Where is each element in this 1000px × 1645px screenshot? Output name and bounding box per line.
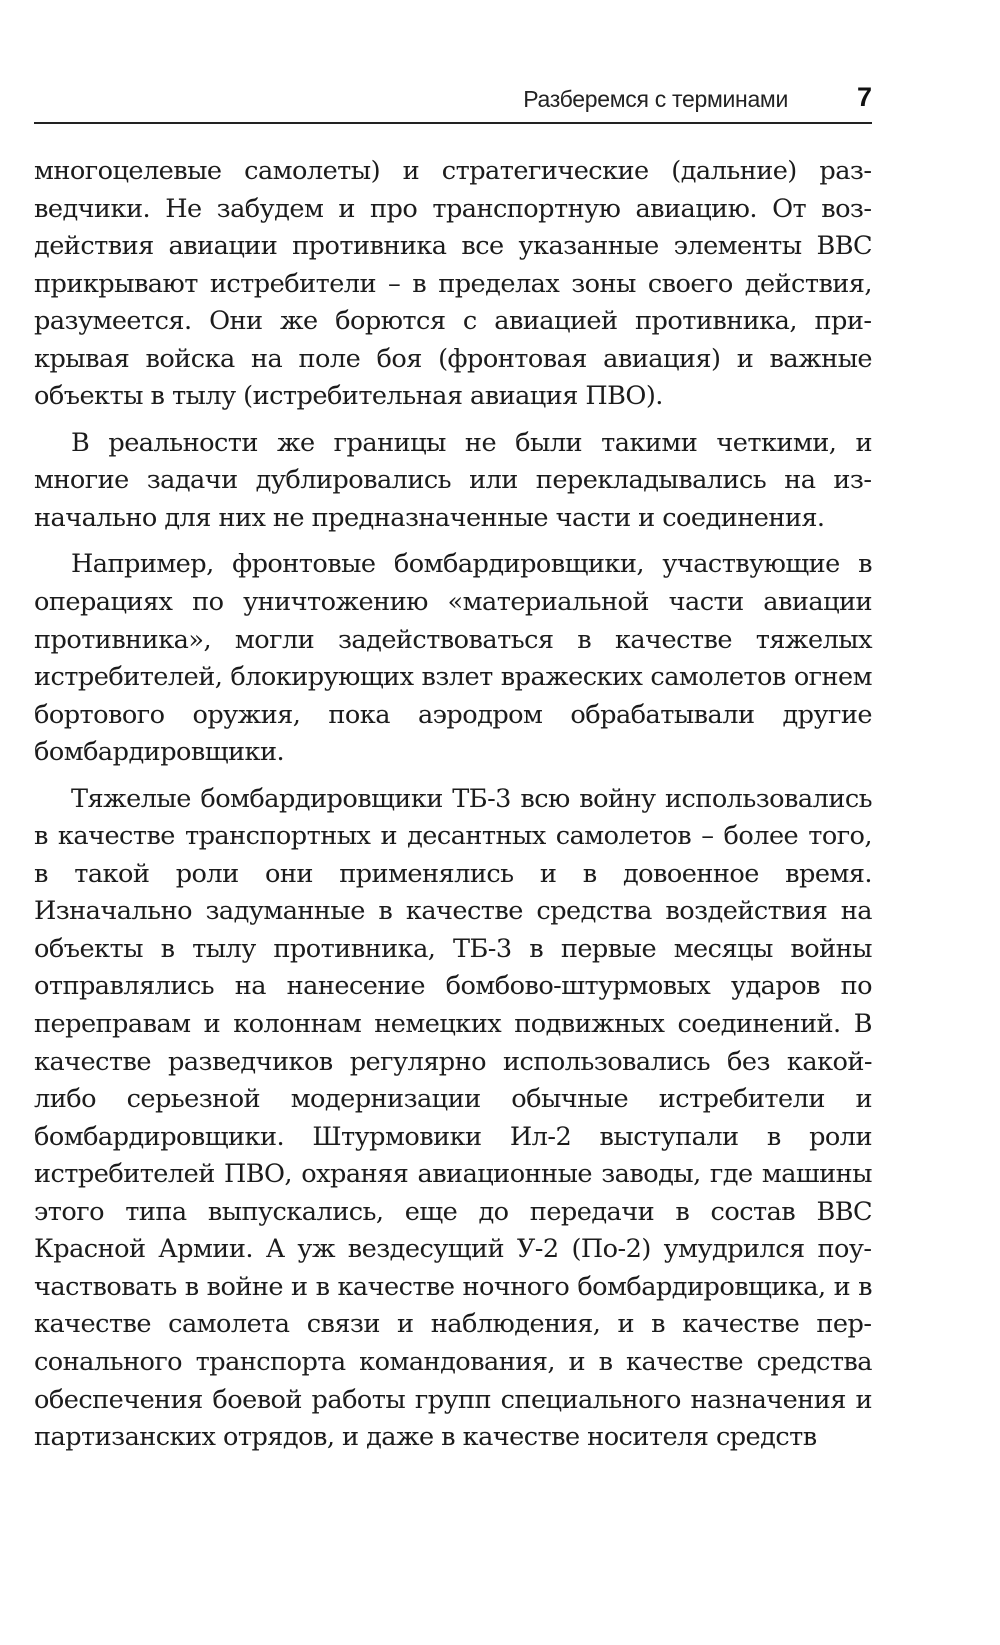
paragraph: Тяжелые бомбардировщики ТБ-3 всю войну использовались в качестве транспортных и десантных самолетов – более того, в такой роли они применялись и в довоенное время. Изначально задуманные в качестве средства воздействия на объекты в тылу противника, ТБ-3 в первые месяцы войны отправлялись на нанесение бомбово-штурмовых ударов по переправам и колоннам немецких подвижных соединений. В качестве разведчиков регулярно использовались без какой-либо серьезной модернизации обычные истребители и бомбардировщики. Штурмовики Ил-2 выступали в роли истребителей ПВО, охраняя авиационные заводы, где машины этого типа выпускались, еще до передачи в состав ВВС Красной Армии. А уж вездесущий У-2 (По-2) умудрился поучаствовать в войне и в качестве ночного бомбардировщика, и в качестве самолета связи и наблюдения, и в качестве персонального транспорта командования, и в качестве средства обеспечения боевой работы групп специального назначения и партизанских отрядов, и даже в качестве носителя средств bbox=[34, 783, 872, 1453]
paragraph: Например, фронтовые бомбардировщики, участвующие в операциях по уничтожению «материальной части авиации противника», могли задействоваться в качестве тяжелых истребителей, блокирующих взлет вражеских самолетов огнем бортового оружия, пока аэродром обрабатывали другие бомбардировщики. bbox=[34, 549, 872, 768]
paragraph: В реальности же границы не были такими четкими, и многие задачи дублировались или перекладывались на изначально для них не предназначенные части и соединения. bbox=[34, 427, 872, 533]
page-number: 7 bbox=[856, 82, 872, 112]
paragraph-continuation: многоцелевые самолеты) и стратегические (дальние) разведчики. Не забудем и про транспортную авиацию. От воздействия авиации противника все указанные элементы ВВС прикрывают истребители – в пределах зоны своего действия, разумеется. Они же борются с авиацией противника, прикрывая войска на поле боя (фронтовая авиация) и важные объекты в тылу (истребительная авиация ПВО). bbox=[34, 156, 872, 412]
body-text bbox=[34, 153, 872, 1466]
section-title: Разберемся с терминами bbox=[523, 86, 788, 112]
running-header bbox=[34, 82, 872, 124]
book-page bbox=[34, 0, 872, 1645]
